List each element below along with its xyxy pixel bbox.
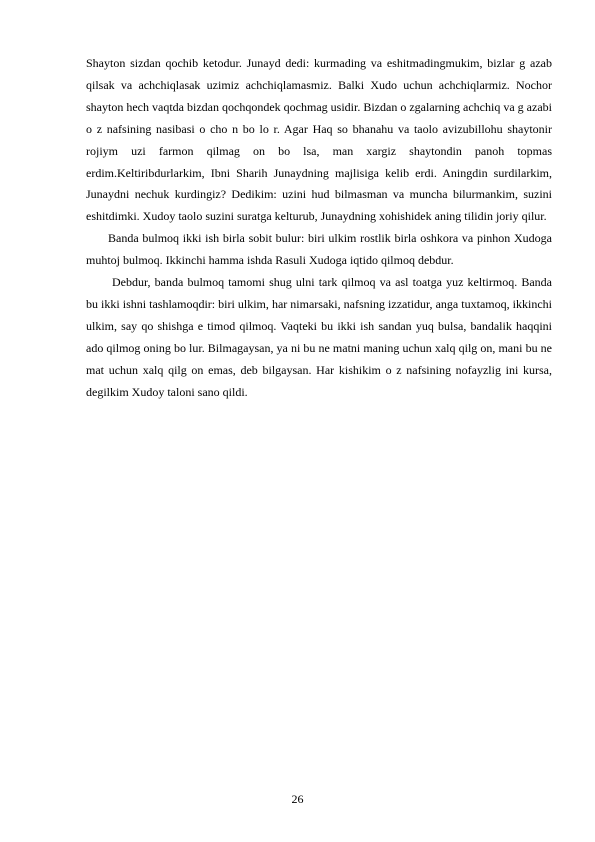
paragraph-2: Banda bulmoq ikki ish birla sobit bulur: biri ulkim rostlik birla oshkora va pinhon Xudoga muhtoj bulmoq. Ikkinchi hamma ishda Rasuli Xudoga iqtido qilmoq debdur. (86, 231, 552, 268)
page-number: 26 (291, 792, 304, 806)
paragraph-1: Shayton sizdan qochib ketodur. Junayd dedi: kurmading va eshitmadingmukim, bizlar g azab qilsak va achchiqlasak uzimiz achchiqlamasmiz. Balki Xudo uchun achchiqlarmiz. Nochor shayton hech vaqtda bizdan qochqondek qochmag usidir. Bizdan o zgalarning achchiq va g azabi o z nafsining nasibasi o cho n bo lo r. Agar Haq so bhanahu va taolo avizubillohu shaytonir rojiym uzi farmon qilmag on bo lsa, man xargiz shaytondin panoh topmas erdim.Keltiribdurlarkim, Ibni Sharih Junaydning majlisiga kelib erdi. Aningdin surdilarkim, Junaydni nechuk kurdingiz? Dedikim: uzini hud bilmasman va muncha bilurmankim, suzini eshitdimki. Xudoy taolo suzini suratga kelturub, Junaydning xohishidek aning tilidin joriy qilur. (86, 56, 552, 224)
paragraph-3: Debdur, banda bulmoq tamomi shug ulni tark qilmoq va asl toatga yuz keltirmoq. Banda bu ikki ishni tashlamoqdir: biri ulkim, har nimarsaki, nafsning izzatidur, anga tuxtamoq, ikkinchi ulkim, say qo shishga e timod qilmoq. Vaqteki bu ikki ish sandan yuq bulsa, bandalik haqqini ado qilmog oning bo lur. Bilmagaysan, ya ni bu ne matni maning uchun xalq qilg on, mani bu ne mat uchun xalq qilg on emas, deb bilgaysan. Har kishikim o z nafsining nofayzlig ini kursa, degilkim Xudoy taloni sano qildi. (86, 275, 552, 399)
body-text (86, 53, 552, 404)
